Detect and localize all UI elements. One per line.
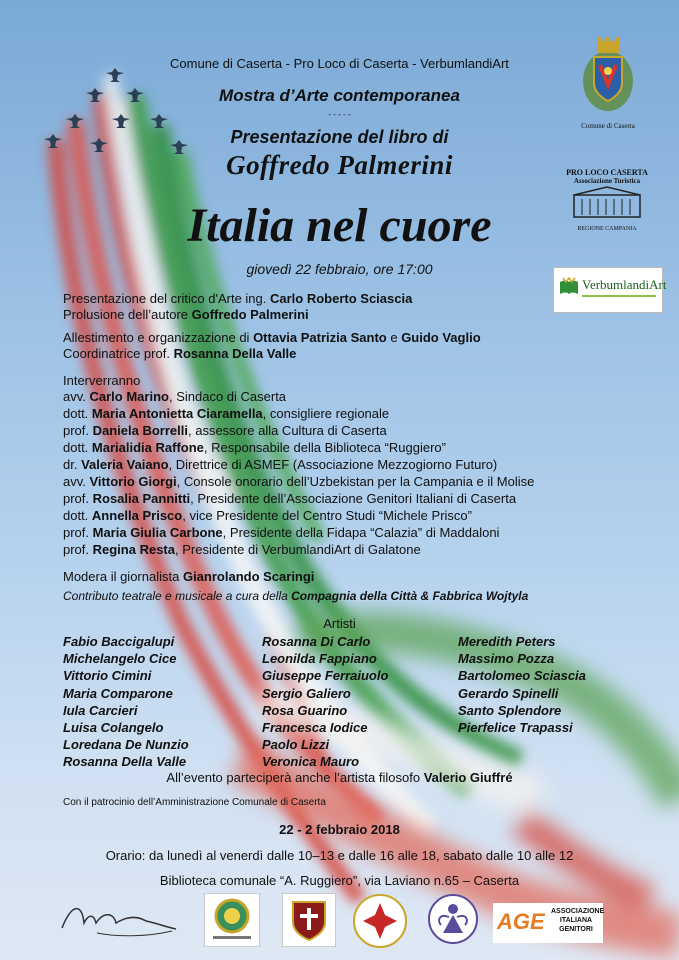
order-crest-logo: [282, 893, 336, 947]
artist-name: Rosanna Di Carlo: [262, 634, 371, 649]
proloco-logo: [557, 168, 657, 232]
theatre-line: Contributo teatrale e musicale a cura della Compagnia della Città & Fabbrica Wojtyla: [63, 589, 529, 603]
date-time: giovedì 22 febbraio, ore 17:00: [246, 261, 433, 277]
verbumlandiart-label: VerbumlandiArt: [582, 277, 667, 292]
comune-label: Comune di Caserta: [581, 122, 635, 130]
exhibit-title: Mostra d’Arte contemporanea: [219, 86, 460, 105]
artist-name: Paolo Lizzi: [262, 737, 330, 753]
proloco-title: PRO LOCO CASERTA: [566, 168, 648, 177]
emblem-icon: [205, 894, 259, 946]
artist-name: Fabio Baccigalupi: [63, 634, 175, 649]
age-logo: [493, 903, 603, 943]
artist-name: Giuseppe Ferraiuolo: [262, 668, 389, 684]
divider: - - - - -: [328, 110, 351, 119]
speaker-row: avv. Vittorio Giorgi, Console onorario dell’Uzbekistan per la Campania e il Molise: [63, 474, 535, 489]
speaker-row: dr. Valeria Vaiano, Direttrice di ASMEF (Associazione Mezzogiorno Futuro): [63, 457, 498, 472]
angel-circle-logo: [427, 893, 479, 945]
artist-name: Luisa Colangelo: [63, 720, 164, 735]
book-title: Italia nel cuore: [187, 199, 492, 252]
author-name: Goffredo Palmerini: [226, 150, 453, 180]
age-text: ASSOCIAZIONE ITALIANA GENITORI: [551, 908, 605, 933]
patronage-line: Con il patrocinio dell’Amministrazione Comunale di Caserta: [63, 797, 326, 808]
artist-name: Veronica Mauro: [262, 754, 360, 770]
artist-name: Leonilda Fappiano: [262, 651, 377, 667]
artist-name: Gerardo Spinelli: [458, 685, 559, 701]
signature-icon: [57, 893, 187, 943]
event-dates: 22 - 2 febbraio 2018: [279, 822, 400, 837]
credit-coordinator: Coordinatrice prof. Rosanna Della Valle: [63, 346, 297, 361]
credit-organizers: Allestimento e organizzazione di Ottavia Patrizia Santo e Guido Vaglio: [63, 330, 481, 345]
speaker-row: prof. Regina Resta, Presidente di VerbumlandiArt di Galatone: [63, 542, 421, 557]
palace-icon: [572, 185, 642, 221]
organizers-line: Comune di Caserta - Pro Loco di Caserta - VerbumlandiArt: [170, 56, 509, 71]
coat-of-arms-icon: [580, 35, 636, 117]
speaker-row: dott. Marialidia Raffone, Responsabile della Biblioteca “Ruggiero”: [63, 440, 446, 455]
proloco-region: REGIONE CAMPANIA: [577, 226, 637, 232]
angel-icon: [427, 893, 479, 945]
moderator-line: Modera il giornalista Gianrolando Scaringi: [63, 569, 315, 584]
book-icon: [558, 276, 580, 298]
speaker-row: dott. Annella Prisco, vice Presidente del Centro Studi “Michele Prisco”: [63, 508, 472, 523]
artist-name: Rosa Guarino: [262, 702, 348, 718]
opening-hours: Orario: da lunedì al venerdì dalle 10–13 e dalle 16 alle 18, sabato dalle 10 alle 12: [105, 848, 574, 863]
age-mark: AGE: [497, 909, 545, 934]
artist-name: Rosanna Della Valle: [63, 754, 187, 770]
artist-name: Pierfelice Trapassi: [458, 720, 573, 735]
presentation-line: Presentazione del libro di: [230, 127, 449, 147]
crest-icon: [283, 894, 335, 946]
artist-name: Michelangelo Cice: [63, 651, 177, 667]
artist-name: Meredith Peters: [458, 634, 556, 649]
speaker-row: dott. Maria Antonietta Ciaramella, consigliere regionale: [63, 406, 390, 421]
speaker-row: avv. Carlo Marino, Sindaco di Caserta: [63, 389, 287, 404]
uzbekistan-consulate-logo: [204, 893, 260, 947]
verbumlandiart-logo: [553, 267, 667, 313]
artist-name: Massimo Pozza: [458, 651, 555, 667]
templar-cross-icon: [352, 893, 408, 949]
artist-name: Loredana De Nunzio: [63, 737, 189, 753]
speaker-row: prof. Rosalia Pannitti, Presidente dell’Associazione Genitori Italiani di Caserta: [63, 491, 517, 506]
artist-name: Santo Splendore: [458, 702, 562, 718]
philosopher-line: All’evento parteciperà anche l’artista filosofo Valerio Giuffré: [166, 770, 513, 785]
comune-logo: [573, 35, 643, 130]
credit-critic: Presentazione del critico d'Arte ing. Carlo Roberto Sciascia: [63, 291, 413, 306]
speaker-row: prof. Maria Giulia Carbone, Presidente della Fidapa “Calazia” di Maddaloni: [63, 525, 500, 540]
artists-label: Artisti: [323, 616, 356, 631]
artist-name: Iula Carcieri: [63, 702, 138, 718]
signature-logo: [57, 893, 187, 943]
artist-name: Bartolomeo Sciascia: [458, 668, 586, 684]
artist-name: Sergio Galiero: [262, 685, 351, 701]
credit-author: Prolusione dell’autore Goffredo Palmerini: [63, 307, 309, 322]
templar-order-logo: [352, 893, 408, 949]
logo-underline: [582, 295, 656, 297]
venue-address: Biblioteca comunale “A. Ruggiero”, via Laviano n.65 – Caserta: [159, 873, 520, 888]
artist-name: Maria Comparone: [63, 685, 173, 701]
artist-name: Vittorio Cimini: [63, 668, 152, 684]
speaker-row: prof. Daniela Borrelli, assessore alla Cultura di Caserta: [63, 423, 387, 438]
proloco-subtitle: Associazione Turistica: [573, 177, 641, 185]
speakers-label: Interverranno: [63, 373, 141, 388]
artist-name: Francesca Iodice: [262, 720, 368, 735]
